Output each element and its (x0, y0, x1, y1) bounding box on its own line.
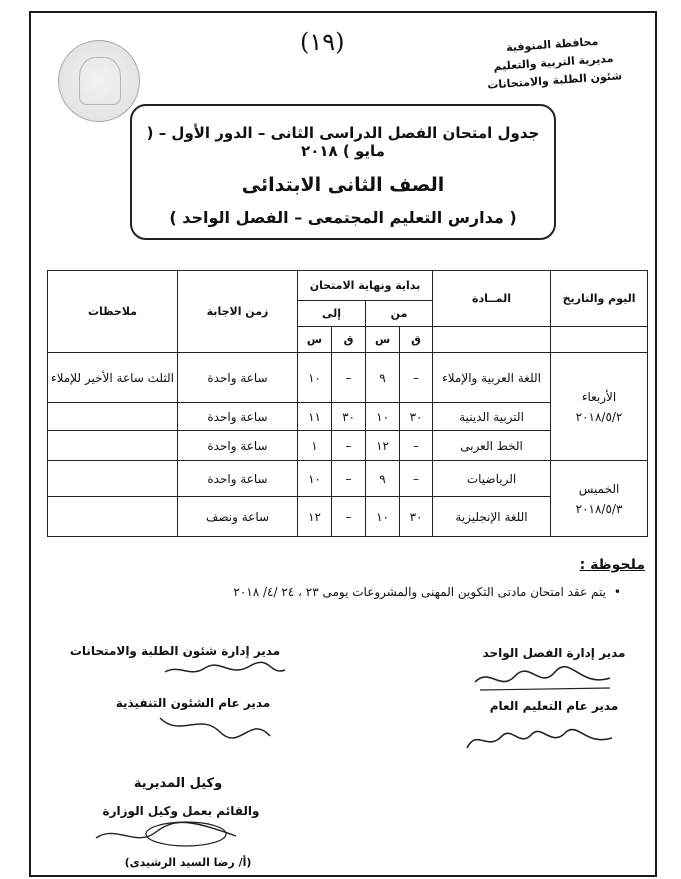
duration-cell: ساعة ونصف (178, 497, 298, 537)
page-number: (١٩) (300, 28, 345, 56)
note-cell (48, 403, 178, 431)
header-notes (48, 271, 178, 353)
signature-scribble-icon (160, 656, 290, 684)
day-cell (551, 461, 648, 537)
header-day-label: اليوم والتاريخ (562, 292, 636, 305)
from-s-cell: ١٢ (366, 431, 400, 461)
deputy-acting-title: والقائم بعمل وكيل الوزارة (102, 804, 260, 818)
duration-cell: ساعة واحدة (178, 353, 298, 403)
signature-scribble-icon (462, 718, 622, 758)
header-duration (178, 271, 298, 353)
signature-general-education-director: مدير عام التعليم العام (489, 699, 619, 713)
header-subject-spacer (433, 327, 551, 353)
subject-cell: الخط العربى (433, 431, 551, 461)
from-q-cell: – (400, 431, 433, 461)
header-notes-label: ملاحظات (88, 305, 137, 318)
from-q-cell: – (400, 353, 433, 403)
to-q-cell: – (332, 497, 366, 537)
day-name: الأربعاء (581, 389, 617, 404)
header-from-s: س (366, 327, 400, 353)
from-q-cell: – (400, 461, 433, 497)
note-cell (48, 461, 178, 497)
day-date: ٢٠١٨/٥/٢ (575, 409, 623, 424)
duration-cell: ساعة واحدة (178, 461, 298, 497)
title-line-2: الصف الثانى الابتدائى (241, 174, 445, 196)
to-q-cell: – (332, 353, 366, 403)
org-line-3: شئون الطلبة والامتحانات (486, 69, 623, 92)
header-to: إلى (298, 301, 366, 327)
header-from-q: ق (400, 327, 433, 353)
duration-cell: ساعة واحدة (178, 431, 298, 461)
to-q-cell: – (332, 431, 366, 461)
note-cell: الثلث ساعة الأخير للإملاء (48, 353, 178, 403)
org-line-2: مديرية التربية والتعليم (493, 51, 614, 74)
note-cell (48, 431, 178, 461)
subject-cell: اللغة الإنجليزية (433, 497, 551, 537)
from-q-cell: ٣٠ (400, 403, 433, 431)
signature-student-affairs-director: مدير إدارة شئون الطلبة والامتحانات (69, 644, 281, 658)
header-from: من (366, 301, 433, 327)
from-s-cell: ٩ (366, 353, 400, 403)
exam-schedule-table (47, 270, 648, 537)
to-s-cell: ١٠ (298, 353, 332, 403)
header-to-s: س (298, 327, 332, 353)
header-subject (433, 271, 551, 327)
note-text: يتم عقد امتحان مادتى التكوين المهنى والمشروعات يومى ٢٣ ، ٢٤ /٤/ ٢٠١٨ (233, 585, 606, 599)
governorate-emblem-icon (58, 40, 140, 122)
to-s-cell: ١٠ (298, 461, 332, 497)
organization-header (484, 31, 622, 94)
header-duration-label: زمن الاجابة (206, 305, 269, 318)
from-s-cell: ٩ (366, 461, 400, 497)
to-s-cell: ١ (298, 431, 332, 461)
header-to-q: ق (332, 327, 366, 353)
to-s-cell: ١١ (298, 403, 332, 431)
signature-scribble-icon (86, 814, 246, 854)
deputy-title: وكيل المديرية (133, 776, 223, 791)
table-row (48, 353, 648, 403)
from-q-cell: ٣٠ (400, 497, 433, 537)
to-q-cell: – (332, 461, 366, 497)
title-box (130, 104, 556, 240)
to-s-cell: ١٢ (298, 497, 332, 537)
signature-scribble-icon (470, 662, 620, 696)
header-subject-label: المــادة (471, 292, 512, 305)
signature-scribble-icon (150, 708, 280, 742)
note-heading: ملحوظة : (579, 557, 645, 573)
signature-executive-affairs-director: مدير عام الشئون التنفيذية (115, 696, 271, 710)
org-line-1: محافظة المنوفية (505, 34, 599, 55)
title-line-1: جدول امتحان الفصل الدراسى الثانى – الدور الأول – ( مايو ) ٢٠١٨ (146, 124, 540, 160)
subject-cell: اللغة العربية والإملاء (433, 353, 551, 403)
bullet-icon: • (613, 585, 621, 599)
header-day-spacer (551, 327, 648, 353)
subject-cell: التربية الدينية (433, 403, 551, 431)
day-cell (551, 353, 648, 461)
from-s-cell: ١٠ (366, 403, 400, 431)
note-cell (48, 497, 178, 537)
duration-cell: ساعة واحدة (178, 403, 298, 431)
header-start-end-label: بداية ونهاية الامتحان (309, 279, 421, 292)
deputy-name: (أ/ رضا السيد الرشيدى) (124, 856, 252, 869)
header-day (551, 271, 648, 327)
table-row (48, 461, 648, 497)
note-item (233, 585, 621, 599)
subject-cell: الرياضيات (433, 461, 551, 497)
header-start-end (298, 271, 433, 301)
day-date: ٢٠١٨/٥/٣ (575, 501, 623, 516)
to-q-cell: ٣٠ (332, 403, 366, 431)
title-line-3: ( مدارس التعليم المجتمعى – الفصل الواحد ) (169, 208, 517, 227)
from-s-cell: ١٠ (366, 497, 400, 537)
signature-one-class-director: مدير إدارة الفصل الواحد (482, 646, 626, 660)
day-name: الخميس (578, 481, 620, 496)
